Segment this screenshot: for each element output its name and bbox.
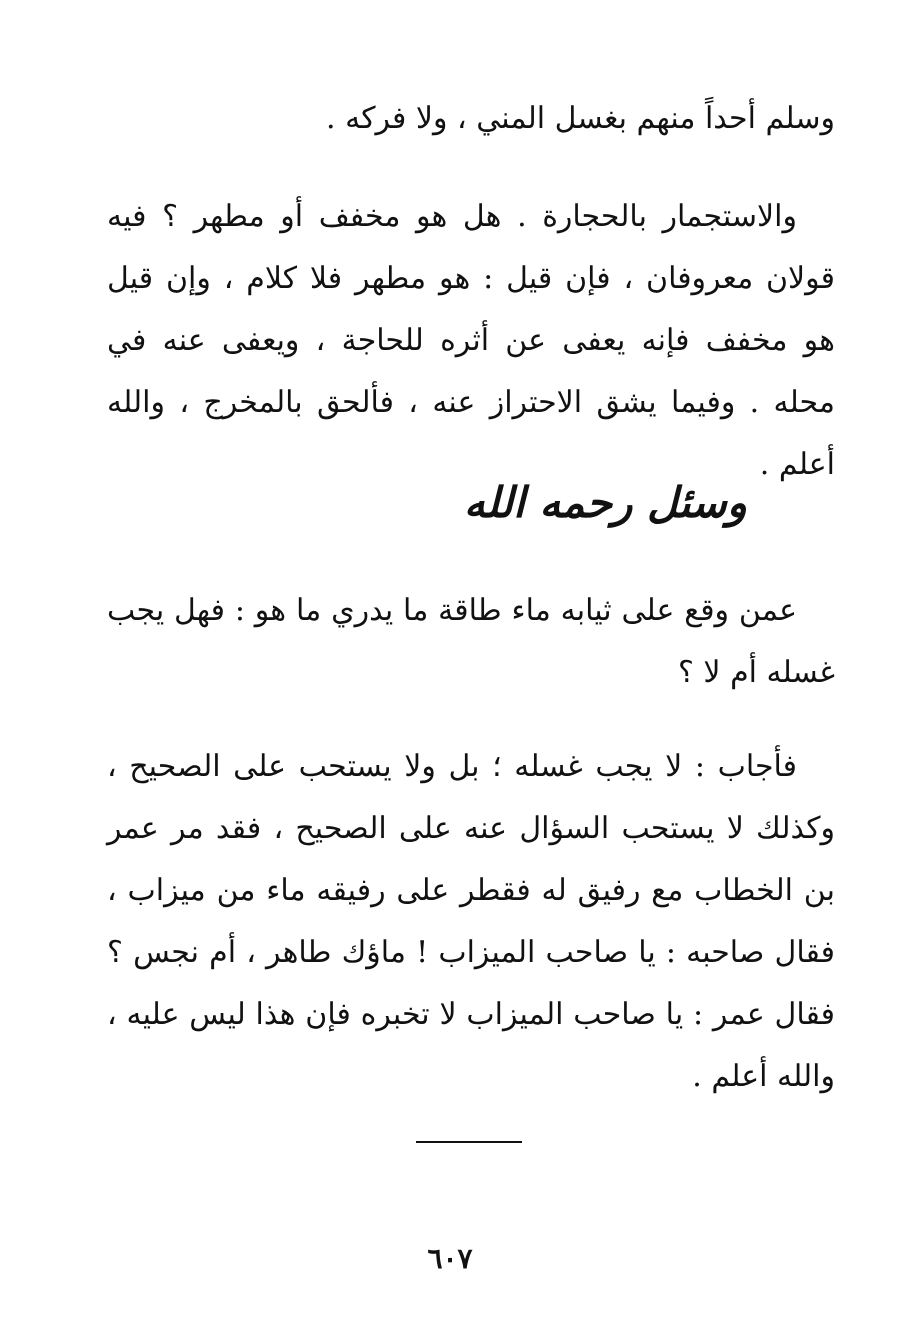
paragraph-1: وسلم أحداً منهم بغسل المني ، ولا فركه .: [326, 101, 835, 136]
footer-divider: [416, 1141, 522, 1143]
paragraph-question: عمن وقع على ثيابه ماء طاقة ما يدري ما هو : فهل يجب غسله أم لا ؟: [107, 593, 835, 690]
paragraph-answer: فأجاب : لا يجب غسله ؛ بل ولا يستحب على الصحيح ، وكذلك لا يستحب السؤال عنه على الصحيح ، فقد مر عمر بن الخطاب مع رفيق له فقطر على رفيقه ماء من ميزاب ، فقال صاحبه : يا صاحب الميزاب ! ماؤك طاهر ، أم نجس ؟ فقال عمر : يا صاحب الميزاب لا تخبره فإن هذا ليس عليه ، والله أعلم .: [107, 749, 835, 1094]
page-number: ٦٠٧: [427, 1242, 473, 1275]
section-heading: وسئل رحمه الله: [463, 478, 747, 527]
paragraph-2: والاستجمار بالحجارة . هل هو مخفف أو مطهر ؟ فيه قولان معروفان ، فإن قيل : هو مطهر فلا كلام ، وإن قيل هو مخفف فإنه يعفى عن أثره للحاجة ، ويعفى عنه في محله . وفيما يشق الاحتراز عنه ، فألحق بالمخرج ، والله أعلم .: [107, 199, 835, 482]
